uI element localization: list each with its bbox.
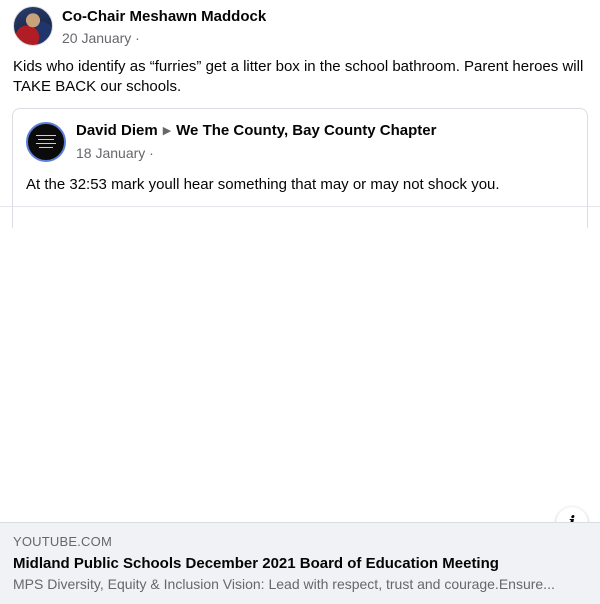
post-meta: [62, 30, 140, 46]
shared-avatar[interactable]: [26, 122, 66, 162]
shared-group-name[interactable]: We The County, Bay County Chapter: [176, 122, 437, 139]
link-preview[interactable]: [0, 522, 600, 604]
avatar-text-line: [36, 135, 56, 136]
post-text: Kids who identify as “furries” get a litter box in the school bathroom. Parent heroes will TAKE BACK our schools.: [13, 58, 584, 95]
shared-post-text: At the 32:53 mark youll hear something that may or may not shock you.: [26, 176, 500, 193]
link-domain: YOUTUBE.COM: [13, 534, 112, 549]
shared-author-name[interactable]: David Diem: [76, 122, 158, 139]
shared-post-date[interactable]: 18 January: [76, 145, 146, 161]
post-date[interactable]: 20 January: [62, 30, 132, 46]
link-title[interactable]: Midland Public Schools December 2021 Board of Education Meeting: [13, 555, 499, 572]
divider: [0, 206, 600, 207]
triangle-right-icon: ▶: [162, 125, 172, 137]
link-description: MPS Diversity, Equity & Inclusion Vision: Lead with respect, trust and courage.Ensure...: [13, 576, 555, 592]
avatar-text-line: [38, 139, 54, 140]
shared-post-meta: [76, 145, 154, 161]
post-author-name[interactable]: Co-Chair Meshawn Maddock: [62, 8, 267, 25]
post-header: [13, 6, 583, 50]
avatar-text-line: [39, 147, 53, 148]
avatar[interactable]: [13, 6, 53, 46]
shared-post-card[interactable]: [12, 108, 588, 228]
avatar-text-line: [36, 143, 56, 144]
meta-separator: ·: [135, 30, 140, 46]
shared-post-heading: [76, 122, 436, 139]
meta-separator: ·: [149, 145, 154, 161]
